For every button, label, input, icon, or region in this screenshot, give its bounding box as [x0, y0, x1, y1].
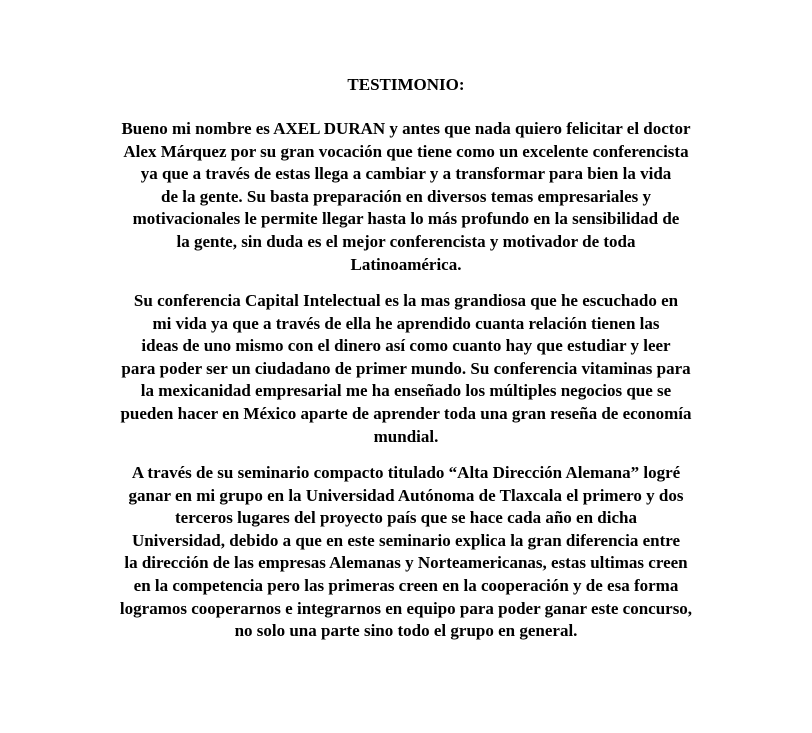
text-line: la dirección de las empresas Alemanas y Norteamericanas, estas ultimas creen: [124, 553, 688, 573]
text-line: ganar en mi grupo en la Universidad Autónoma de Tlaxcala el primero y dos: [128, 485, 684, 505]
text-line: en la competencia pero las primeras creen en la cooperación y de esa forma: [133, 575, 679, 595]
text-line: mundial.: [373, 426, 439, 446]
text-line: la gente, sin duda es el mejor conferencista y motivador de toda: [176, 231, 636, 251]
text-line: la mexicanidad empresarial me ha enseñado los múltiples negocios que se: [140, 381, 672, 401]
text-line: Latinoamérica.: [350, 254, 462, 274]
text-line: mi vida ya que a través de ella he aprendido cuanta relación tienen las: [152, 313, 660, 333]
text-line: pueden hacer en México aparte de aprender toda una gran reseña de economía: [120, 403, 692, 423]
text-line: terceros lugares del proyecto país que se hace cada año en dicha: [175, 508, 637, 528]
text-line: Universidad, debido a que en este seminario explica la gran diferencia entre: [131, 530, 681, 550]
text-line: A través de su seminario compacto titulado “Alta Dirección Alemana” logré: [131, 463, 681, 482]
text-line: ya que a través de estas llega a cambiar y a transformar para bien la vida: [140, 164, 672, 184]
text-line: Su conferencia Capital Intelectual es la mas grandiosa que he escuchado en: [133, 291, 679, 310]
text-line: Bueno mi nombre es AXEL DURAN y antes que nada quiero felicitar el doctor: [121, 119, 691, 138]
text-line: logramos cooperarnos e integrarnos en equipo para poder ganar este concurso,: [119, 598, 693, 618]
text-line: Alex Márquez por su gran vocación que tiene como un excelente conferencista: [123, 141, 689, 161]
paragraph-3: [0, 462, 812, 643]
text-line: para poder ser un ciudadano de primer mundo. Su conferencia vitaminas para: [121, 358, 691, 378]
paragraph-1: [0, 118, 812, 276]
paragraph-2: [0, 290, 812, 448]
text-line: de la gente. Su basta preparación en diversos temas empresariales y: [161, 186, 651, 206]
document-title: TESTIMONIO:: [347, 75, 465, 94]
text-line: motivacionales le permite llegar hasta lo más profundo en la sensibilidad de: [132, 209, 680, 229]
text-line: ideas de uno mismo con el dinero así como cuanto hay que estudiar y leer: [141, 336, 671, 356]
text-line: no solo una parte sino todo el grupo en general.: [234, 621, 578, 641]
